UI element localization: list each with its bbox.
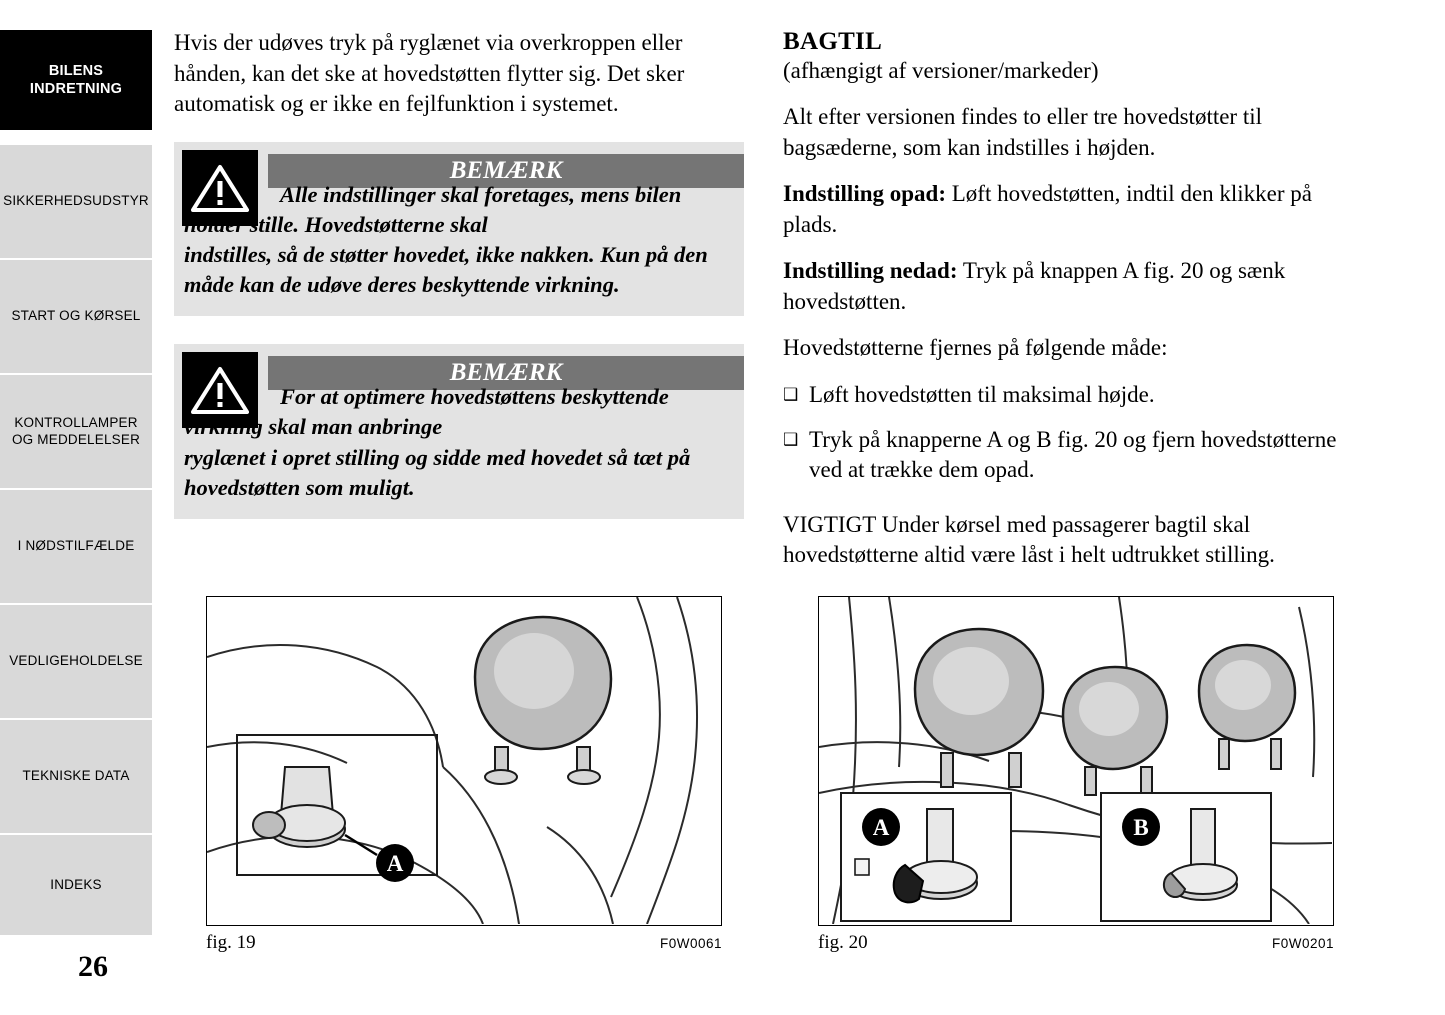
- sidebar-item-label: I NØDSTILFÆLDE: [17, 538, 135, 554]
- adjust-up-text: Løft hovedstøtten, indtil den klikker på plads.: [783, 181, 1313, 237]
- left-column: [174, 28, 744, 547]
- svg-text:A: A: [386, 851, 404, 876]
- svg-text:A: A: [872, 815, 890, 840]
- adjust-down-text: Tryk på knappen A fig. 20 og sænk hovedstøtten.: [783, 258, 1286, 314]
- note-body: [174, 180, 744, 301]
- figure-20-caption: fig. 20: [818, 932, 868, 953]
- sidebar-item-label: KONTROLLAMPER OG MEDDELELSER: [11, 414, 141, 447]
- sidebar-item-sikkerhedsudstyr[interactable]: [0, 145, 152, 258]
- checkbox-bullet-icon: ❑: [783, 385, 799, 405]
- sidebar-item-kontrollamper[interactable]: [0, 375, 152, 488]
- figure-19-caption: fig. 19: [206, 932, 256, 953]
- sidebar-item-tekniske-data[interactable]: [0, 720, 152, 833]
- sidebar-item-label: START OG KØRSEL: [11, 308, 141, 324]
- figure-20-image: [818, 596, 1334, 926]
- chapter-sidebar: [0, 0, 152, 1015]
- sidebar-item-label: SIKKERHEDSUDSTYR: [3, 193, 149, 209]
- figure-20-caption-row: [818, 926, 1334, 954]
- sidebar-item-label: VEDLIGEHOLDELSE: [9, 653, 143, 669]
- sidebar-item-label: BILENS INDRETNING: [29, 62, 123, 97]
- note-body: [174, 382, 744, 503]
- sidebar-item-indeks[interactable]: [0, 835, 152, 935]
- figure-20: [818, 596, 1334, 954]
- right-column: [783, 28, 1343, 587]
- note-title: BEMÆRK: [268, 356, 744, 390]
- note-body-line-2: ryglænet i opret stilling og sidde med hovedet så tæt på hovedstøtten som muligt.: [184, 444, 691, 500]
- intro-paragraph: Hvis der udøves tryk på ryglænet via overkroppen eller hånden, kan det ske at hovedstøtten flytter sig. Det sker automatisk og er ikke en fejlfunktion i systemet.: [174, 30, 685, 117]
- adjust-up-lead: Indstilling opad:: [783, 181, 946, 207]
- note-box-1: [174, 142, 744, 317]
- checkbox-bullet-icon: ❑: [783, 429, 799, 449]
- page-number: 26: [78, 950, 108, 983]
- figure-19-code: F0W0061: [659, 936, 722, 951]
- paragraph-adjust-down: [783, 256, 1343, 317]
- list-item: [783, 380, 1343, 411]
- figure-20-code: F0W0201: [1271, 936, 1334, 951]
- note-body-line-2: indstilles, så de støtter hovedet, ikke nakken. Kun på den måde kan de udøve deres beskyttende virkning.: [184, 242, 708, 298]
- note-body-line-1: For at optimere hovedstøttens beskyttende virkning skal man anbringe: [184, 384, 669, 440]
- paragraph-versions: Alt efter versionen findes to eller tre hovedstøtter til bagsæderne, som kan indstilles i højden.: [783, 104, 1263, 160]
- page-title: BAGTIL: [783, 28, 883, 55]
- figure-19: [206, 596, 722, 954]
- svg-text:B: B: [1133, 815, 1149, 840]
- figure-19-image: [206, 596, 722, 926]
- section-subtitle: (afhængigt af versioner/markeder): [783, 58, 1099, 83]
- sidebar-item-bilens-indretning[interactable]: [0, 30, 152, 130]
- note-title: BEMÆRK: [268, 154, 744, 188]
- note-body-line-1: Alle indstillinger skal foretages, mens bilen holder stille. Hovedstøtterne skal: [184, 181, 682, 237]
- sidebar-item-start-og-korsel[interactable]: [0, 260, 152, 373]
- sidebar-item-nodstilfaelde[interactable]: [0, 490, 152, 603]
- sidebar-item-vedligeholdelse[interactable]: [0, 605, 152, 718]
- sidebar-item-label: INDEKS: [50, 876, 102, 892]
- list-item-label: Løft hovedstøtten til maksimal højde.: [809, 382, 1155, 408]
- adjust-down-lead: Indstilling nedad:: [783, 258, 958, 284]
- paragraph-important: VIGTIGT Under kørsel med passagerer bagtil skal hovedstøtterne altid være låst i helt udtrukket stilling.: [783, 511, 1275, 568]
- list-item: [783, 425, 1343, 486]
- list-item-label: Tryk på knapperne A og B fig. 20 og fjern hovedstøtterne ved at trække dem opad.: [809, 426, 1337, 483]
- figure-19-caption-row: [206, 926, 722, 954]
- sidebar-item-label: TEKNISKE DATA: [22, 768, 130, 784]
- note-box-2: [174, 344, 744, 519]
- paragraph-removal-intro: Hovedstøtterne fjernes på følgende måde:: [783, 335, 1168, 361]
- paragraph-adjust-up: [783, 179, 1343, 240]
